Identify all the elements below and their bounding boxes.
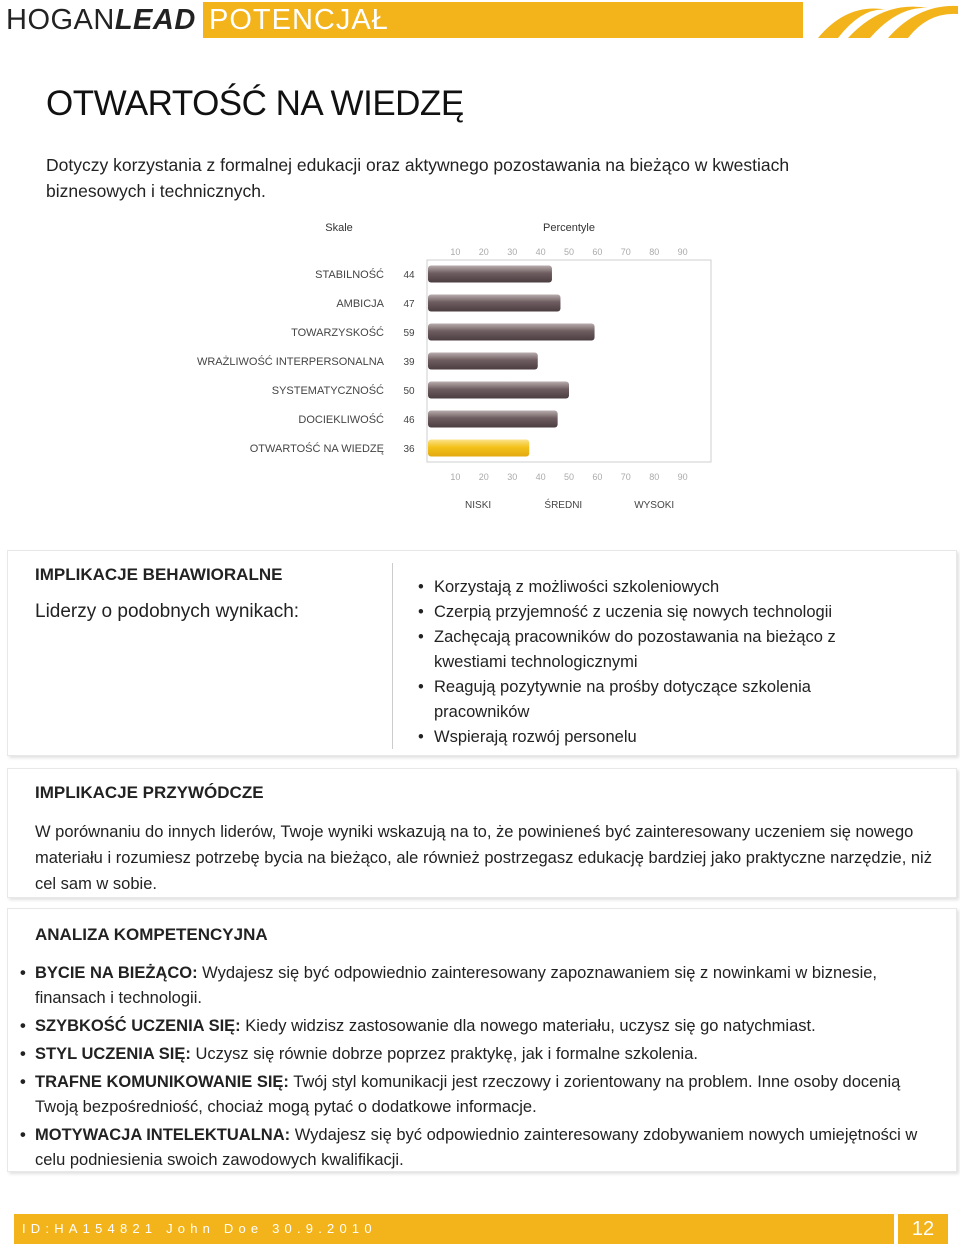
score-bar: [428, 266, 552, 283]
list-item: • Czerpią przyjemność z uczenia się nowych technologii: [418, 600, 898, 625]
x-tick-label-bottom: 30: [507, 472, 518, 482]
category-label: OTWARTOŚĆ NA WIEDZĘ: [249, 443, 384, 455]
behavioral-heading: IMPLIKACJE BEHAWIORALNE: [35, 565, 283, 584]
score-bar: [428, 382, 569, 399]
score-label: 50: [403, 386, 415, 397]
section-divider: [392, 563, 393, 749]
x-tick-label-bottom: 50: [563, 472, 575, 482]
leadership-text: W porównaniu do innych liderów, Twoje wyniki wskazują na to, że powinieneś być zainteresowany uczeniem się nowego materiału i rozumiesz potrzebę bycia na bieżąco, ale również postrzegasz edukację bardziej jako praktyczne narzędzie, niż cel sam w sobie.: [35, 823, 932, 893]
zone-label: NISKI: [465, 500, 492, 511]
list-item: [20, 1070, 940, 1120]
list-item: • Korzystają z możliwości szkoleniowych: [418, 575, 898, 600]
score-label: 36: [403, 444, 415, 455]
report-footer: [0, 1212, 960, 1246]
x-tick-label-top: 90: [677, 247, 688, 257]
x-tick-label-bottom: 70: [620, 472, 631, 482]
competency-label: BYCIE NA BIEŻĄCO:: [35, 964, 198, 982]
report-header: [0, 0, 960, 40]
competency-label: STYL UCZENIA SIĘ:: [35, 1045, 191, 1063]
score-label: 46: [403, 415, 415, 426]
score-label: 39: [403, 357, 415, 368]
score-label: 44: [403, 270, 415, 281]
list-item: [20, 1014, 940, 1039]
category-label: STABILNOŚĆ: [315, 269, 384, 281]
score-bar: [428, 324, 595, 341]
x-tick-label-bottom: 80: [649, 472, 660, 482]
behavioral-list: [418, 575, 898, 750]
list-item: • Zachęcają pracowników do pozostawania na bieżąco z kwestiami technologicznymi: [418, 625, 898, 675]
competency-list: [20, 961, 940, 1176]
category-label: DOCIEKLIWOŚĆ: [298, 414, 384, 426]
list-item: • Reagują pozytywnie na prośby dotyczące szkolenia pracowników: [418, 675, 898, 725]
x-tick-label-top: 30: [507, 247, 518, 257]
x-tick-label-top: 50: [563, 247, 575, 257]
competency-label: MOTYWACJA INTELEKTUALNA:: [35, 1126, 291, 1144]
list-item: [20, 961, 940, 1011]
score-bar: [428, 295, 560, 312]
x-tick-label-bottom: 60: [592, 472, 603, 482]
swoosh-logo-icon: [808, 0, 960, 40]
x-tick-label-bottom: 90: [677, 472, 688, 482]
page-number: 12: [898, 1214, 948, 1244]
competency-heading: ANALIZA KOMPETENCYJNA: [35, 925, 268, 944]
leadership-heading: IMPLIKACJE PRZYWÓDCZE: [35, 783, 264, 802]
x-tick-label-bottom: 10: [450, 472, 461, 482]
intro-text: Dotyczy korzystania z formalnej edukacji oraz aktywnego pozostawania na bieżąco w kwestiach biznesowych i technicznych.: [46, 155, 790, 201]
brand-emph: LEAD: [114, 4, 196, 36]
x-tick-label-top: 20: [478, 247, 489, 257]
brand-plain: HOGAN: [6, 4, 115, 36]
behavioral-subheading: Liderzy o podobnych wynikach:: [35, 601, 300, 622]
x-tick-label-top: 10: [450, 247, 461, 257]
chart-svg: [0, 210, 960, 520]
competency-label: SZYBKOŚĆ UCZENIA SIĘ:: [35, 1017, 241, 1035]
leadership-implications-section: [7, 768, 957, 898]
category-label: SYSTEMATYCZNOŚĆ: [271, 385, 384, 397]
zone-label: ŚREDNI: [544, 500, 583, 511]
competency-text: Uczysz się równie dobrze poprzez praktykę, jak i formalne szkolenia.: [190, 1045, 698, 1063]
x-tick-label-top: 60: [592, 247, 603, 257]
list-item: [20, 1123, 940, 1173]
footer-id: ID:HA154821 John Doe 30.9.2010: [14, 1214, 894, 1244]
competency-text: Twój styl komunikacji jest rzeczowy i zorientowany na problem. Inne osoby docenią Twoją bezpośredniość, chociaż mogą pytać o dodatkowe informacje.: [35, 1073, 901, 1116]
score-label: 59: [403, 328, 415, 339]
percentile-chart: [0, 210, 960, 520]
x-tick-label-top: 80: [649, 247, 660, 257]
competency-text: Wydajesz się być odpowiednio zainteresowany zapoznawaniem się z nowinkami w biznesie, finansach i technologii.: [35, 964, 878, 1007]
score-bar: [428, 353, 538, 370]
competency-analysis-section: [7, 908, 957, 1172]
category-label: TOWARZYSKOŚĆ: [291, 327, 384, 339]
chart-percentiles-header: Percentyle: [543, 222, 595, 234]
brand-logo: [6, 4, 196, 36]
behavioral-implications-section: [7, 550, 957, 756]
category-label: AMBICJA: [336, 298, 384, 310]
zone-label: WYSOKI: [634, 500, 675, 511]
page-title: OTWARTOŚĆ NA WIEDZĘ: [46, 84, 464, 123]
score-label: 47: [403, 299, 415, 310]
x-tick-label-top: 40: [535, 247, 546, 257]
list-item: • Wspierają rozwój personelu: [418, 725, 898, 750]
list-item: [20, 1042, 940, 1067]
chart-scales-header: Skale: [325, 222, 353, 234]
category-label: WRAŻLIWOŚĆ INTERPERSONALNA: [196, 356, 384, 368]
x-tick-label-top: 70: [620, 247, 631, 257]
competency-label: TRAFNE KOMUNIKOWANIE SIĘ:: [35, 1073, 289, 1091]
competency-text: Wydajesz się być odpowiednio zainteresowany zdobywaniem nowych umiejętności w celu podniesienia swoich zawodowych kwalifikacji.: [35, 1126, 918, 1169]
x-tick-label-bottom: 40: [535, 472, 546, 482]
x-tick-label-bottom: 20: [478, 472, 489, 482]
score-bar: [428, 411, 558, 428]
competency-text: Kiedy widzisz zastosowanie dla nowego materiału, uczysz się go natychmiast.: [240, 1017, 816, 1035]
highlight-bar: [428, 440, 529, 457]
brand-tag: POTENCJAŁ: [203, 2, 803, 38]
